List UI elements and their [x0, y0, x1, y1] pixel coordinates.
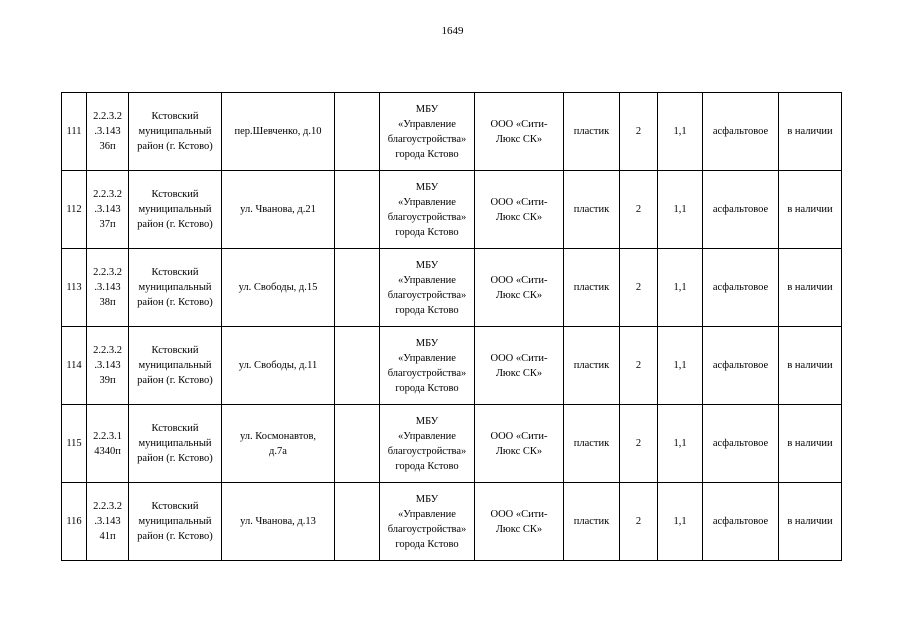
site-code-line: 37п: [99, 219, 116, 230]
balance-holder-line: МБУ: [415, 259, 439, 271]
balance-holder-line: «Управление: [398, 118, 456, 130]
operator-line: ООО «Сити-: [490, 274, 548, 286]
site-code-line: 2.2.3.1: [93, 430, 122, 442]
operator-line: ООО «Сити-: [490, 430, 548, 442]
container-volume-cell: 1,1: [658, 93, 703, 171]
address-cell: [222, 171, 335, 249]
container-volume-cell: 1,1: [658, 405, 703, 483]
availability-cell: в наличии: [779, 327, 842, 405]
container-count-cell: 2: [620, 93, 658, 171]
balance-holder-line: МБУ: [415, 103, 439, 115]
site-code-line: 38п: [99, 297, 116, 308]
balance-holder-line: благоустройства»: [387, 133, 467, 145]
balance-holder-line: «Управление: [398, 196, 456, 208]
operator-line: Люкс СК»: [495, 211, 543, 223]
operator-line: Люкс СК»: [495, 367, 543, 379]
district-line: муниципальный: [138, 282, 212, 293]
operator-cell: [475, 93, 564, 171]
site-code-line: .3.143: [94, 516, 121, 527]
container-material-cell: пластик: [564, 93, 620, 171]
address-cell: [222, 249, 335, 327]
empty-cell: [335, 249, 380, 327]
district-line: Кстовский: [151, 345, 199, 356]
district-line: район (г. Кстово): [137, 453, 213, 464]
site-code-cell: [87, 171, 129, 249]
address-cell: [222, 93, 335, 171]
availability-cell: в наличии: [779, 93, 842, 171]
empty-cell: [335, 171, 380, 249]
district-line: Кстовский: [151, 423, 199, 434]
balance-holder-line: МБУ: [415, 493, 439, 505]
balance-holder-line: МБУ: [415, 337, 439, 349]
district-line: муниципальный: [138, 438, 212, 449]
surface-type-cell: асфальтовое: [703, 249, 779, 327]
container-volume-cell: 1,1: [658, 171, 703, 249]
container-volume-cell: 1,1: [658, 327, 703, 405]
address-line: ул. Свободы, д.15: [238, 282, 318, 293]
balance-holder-line: города Кстово: [395, 148, 459, 160]
container-material-cell: пластик: [564, 405, 620, 483]
site-code-line: .3.143: [94, 126, 121, 137]
district-line: район (г. Кстово): [137, 297, 213, 308]
operator-line: Люкс СК»: [495, 289, 543, 301]
district-cell: [129, 405, 222, 483]
balance-holder-line: города Кстово: [395, 460, 459, 472]
container-count-cell: 2: [620, 171, 658, 249]
container-count-cell: 2: [620, 405, 658, 483]
district-cell: [129, 327, 222, 405]
district-line: Кстовский: [151, 501, 199, 512]
operator-line: ООО «Сити-: [490, 118, 548, 130]
district-cell: [129, 249, 222, 327]
container-material-cell: пластик: [564, 249, 620, 327]
address-line: ул. Космонавтов,: [239, 430, 317, 442]
balance-holder-line: «Управление: [398, 352, 456, 364]
address-line: д.7а: [269, 445, 287, 457]
balance-holder-line: «Управление: [398, 274, 456, 286]
table-row: [62, 327, 842, 405]
surface-type-cell: асфальтовое: [703, 483, 779, 561]
container-count-cell: 2: [620, 483, 658, 561]
balance-holder-cell: [380, 327, 475, 405]
balance-holder-cell: [380, 171, 475, 249]
district-cell: [129, 93, 222, 171]
empty-cell: [335, 405, 380, 483]
row-number-cell: 111: [62, 93, 87, 171]
balance-holder-line: МБУ: [415, 415, 439, 427]
operator-line: ООО «Сити-: [490, 508, 548, 520]
surface-type-cell: асфальтовое: [703, 93, 779, 171]
district-line: муниципальный: [138, 516, 212, 527]
balance-holder-line: города Кстово: [395, 538, 459, 550]
operator-line: Люкс СК»: [495, 523, 543, 535]
table-row: [62, 171, 842, 249]
operator-cell: [475, 327, 564, 405]
row-number-cell: 116: [62, 483, 87, 561]
availability-cell: в наличии: [779, 483, 842, 561]
availability-cell: в наличии: [779, 405, 842, 483]
balance-holder-line: благоустройства»: [387, 289, 467, 301]
container-material-cell: пластик: [564, 483, 620, 561]
availability-cell: в наличии: [779, 249, 842, 327]
surface-type-cell: асфальтовое: [703, 405, 779, 483]
table-row: [62, 249, 842, 327]
district-line: муниципальный: [138, 360, 212, 371]
operator-cell: [475, 171, 564, 249]
container-volume-cell: 1,1: [658, 483, 703, 561]
address-line: ул. Чванова, д.21: [240, 204, 316, 215]
container-material-cell: пластик: [564, 327, 620, 405]
site-code-line: .3.143: [94, 282, 121, 293]
operator-line: ООО «Сити-: [490, 196, 548, 208]
balance-holder-line: города Кстово: [395, 304, 459, 316]
operator-cell: [475, 249, 564, 327]
row-number-cell: 112: [62, 171, 87, 249]
site-code-line: 2.2.3.2: [93, 345, 122, 356]
district-line: Кстовский: [151, 267, 199, 278]
site-code-line: 41п: [99, 531, 116, 542]
balance-holder-line: «Управление: [398, 508, 456, 520]
balance-holder-line: «Управление: [398, 430, 456, 442]
operator-line: Люкс СК»: [495, 133, 543, 145]
table-row: [62, 483, 842, 561]
site-code-line: 39п: [99, 375, 116, 386]
district-line: Кстовский: [151, 111, 199, 122]
row-number-cell: 115: [62, 405, 87, 483]
address-line: ул. Свободы, д.11: [238, 360, 318, 371]
district-cell: [129, 483, 222, 561]
table-row: [62, 405, 842, 483]
site-code-line: 2.2.3.2: [93, 111, 122, 122]
district-line: район (г. Кстово): [137, 141, 213, 152]
registry-table: [61, 92, 842, 561]
container-volume-cell: 1,1: [658, 249, 703, 327]
row-number-cell: 113: [62, 249, 87, 327]
site-code-line: .3.143: [94, 204, 121, 215]
balance-holder-line: города Кстово: [395, 382, 459, 394]
site-code-line: 36п: [99, 141, 116, 152]
container-count-cell: 2: [620, 327, 658, 405]
balance-holder-cell: [380, 405, 475, 483]
balance-holder-cell: [380, 483, 475, 561]
district-line: Кстовский: [151, 189, 199, 200]
balance-holder-line: благоустройства»: [387, 367, 467, 379]
site-code-line: 4340п: [94, 445, 121, 457]
site-code-cell: [87, 93, 129, 171]
balance-holder-line: благоустройства»: [387, 211, 467, 223]
empty-cell: [335, 483, 380, 561]
balance-holder-cell: [380, 93, 475, 171]
site-code-line: 2.2.3.2: [93, 267, 122, 278]
balance-holder-line: города Кстово: [395, 226, 459, 238]
table-row: [62, 93, 842, 171]
operator-cell: [475, 483, 564, 561]
address-line: пер.Шевченко, д.10: [234, 126, 322, 137]
table-body: [62, 93, 842, 561]
site-code-cell: [87, 327, 129, 405]
address-line: ул. Чванова, д.13: [240, 516, 316, 527]
site-code-line: .3.143: [94, 360, 121, 371]
balance-holder-line: благоустройства»: [387, 445, 467, 457]
address-cell: [222, 327, 335, 405]
balance-holder-cell: [380, 249, 475, 327]
balance-holder-line: благоустройства»: [387, 523, 467, 535]
surface-type-cell: асфальтовое: [703, 327, 779, 405]
site-code-cell: [87, 483, 129, 561]
availability-cell: в наличии: [779, 171, 842, 249]
row-number-cell: 114: [62, 327, 87, 405]
surface-type-cell: асфальтовое: [703, 171, 779, 249]
site-code-line: 2.2.3.2: [93, 189, 122, 200]
address-cell: [222, 483, 335, 561]
site-code-cell: [87, 249, 129, 327]
container-material-cell: пластик: [564, 171, 620, 249]
empty-cell: [335, 93, 380, 171]
operator-line: Люкс СК»: [495, 445, 543, 457]
district-cell: [129, 171, 222, 249]
page-number: 1649: [441, 25, 464, 37]
operator-cell: [475, 405, 564, 483]
operator-line: ООО «Сити-: [490, 352, 548, 364]
district-line: муниципальный: [138, 126, 212, 137]
container-count-cell: 2: [620, 249, 658, 327]
address-cell: [222, 405, 335, 483]
balance-holder-line: МБУ: [415, 181, 439, 193]
district-line: район (г. Кстово): [137, 375, 213, 386]
district-line: район (г. Кстово): [137, 531, 213, 542]
site-code-line: 2.2.3.2: [93, 501, 122, 512]
district-line: муниципальный: [138, 204, 212, 215]
site-code-cell: [87, 405, 129, 483]
district-line: район (г. Кстово): [137, 219, 213, 230]
empty-cell: [335, 327, 380, 405]
